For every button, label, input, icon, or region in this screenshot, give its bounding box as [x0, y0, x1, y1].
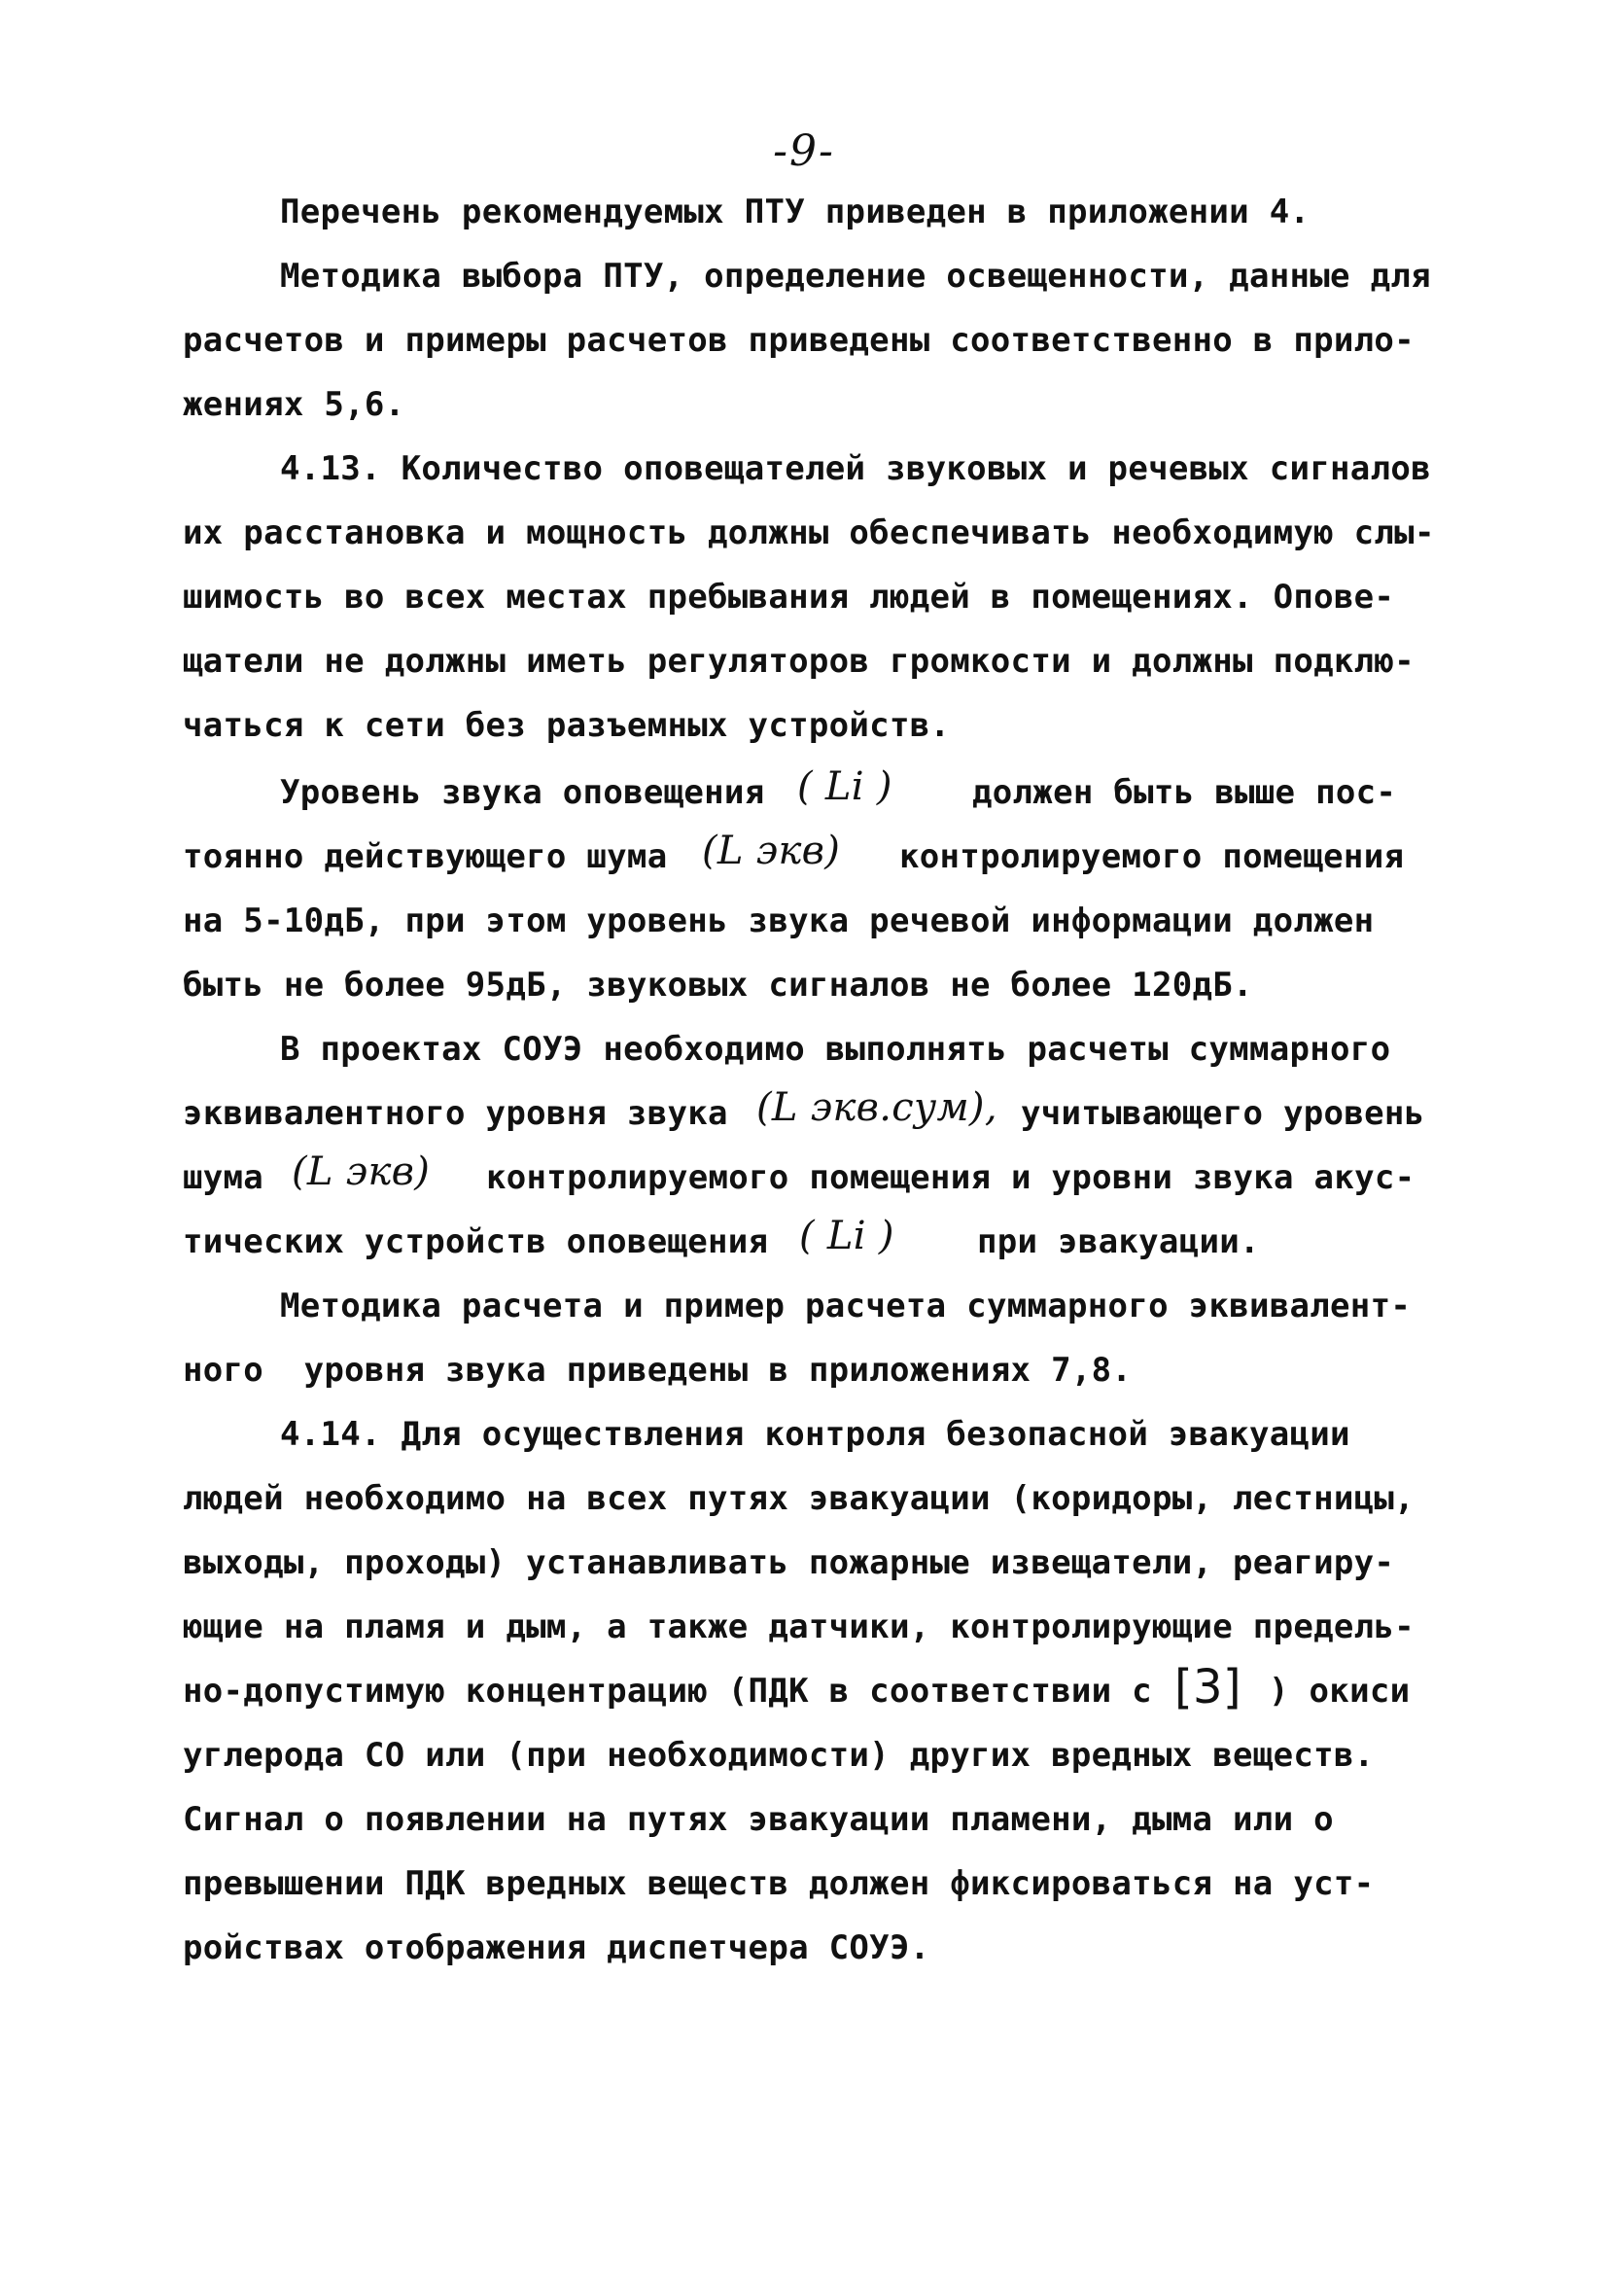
text-line: щатели не должны иметь регуляторов громкости и должны подклю-: [183, 642, 1415, 681]
text-line: учитывающего уровень: [1021, 1094, 1425, 1133]
text-line: шума: [183, 1158, 264, 1197]
text-line: ройствах отображения диспетчера СОУЭ.: [183, 1928, 930, 1967]
formula-lekv: (L экв): [292, 1149, 431, 1194]
text-line: расчетов и примеры расчетов приведены соответственно в прило-: [183, 321, 1415, 360]
text-line: чаться к сети без разъемных устройств.: [183, 706, 951, 745]
text-line: людей необходимо на всех путях эвакуации (коридоры, лестницы,: [183, 1479, 1415, 1518]
page-number: -9-: [773, 126, 835, 176]
text-line: шимость во всех местах пребывания людей в помещениях. Опове-: [183, 578, 1395, 617]
text-line: эквивалентного уровня звука: [183, 1094, 728, 1133]
formula-lekv: (L экв): [702, 829, 841, 873]
text-line: жениях 5,6.: [183, 385, 405, 424]
formula-li: ( Li ): [799, 1214, 894, 1258]
text-line: тических устройств оповещения: [183, 1222, 769, 1261]
text-line: быть не более 95дБ, звуковых сигналов не более 120дБ.: [183, 966, 1253, 1005]
text-line: должен быть выше пос-: [972, 773, 1397, 812]
text-line: превышении ПДК вредных веществ должен фиксироваться на уст-: [183, 1864, 1375, 1903]
formula-lekv-sum: (L экв.сум),: [756, 1085, 997, 1130]
text-line: Уровень звука оповещения: [280, 773, 765, 812]
text-line: на 5-10дБ, при этом уровень звука речевой информации должен: [183, 901, 1375, 940]
text-line: Методика расчета и пример расчета суммарного эквивалент-: [280, 1287, 1412, 1325]
text-line: ) окиси: [1269, 1672, 1411, 1711]
text-line: их расстановка и мощность должны обеспечивать необходимую слы-: [183, 513, 1435, 552]
text-line: ющие на пламя и дым, а также датчики, контролирующие предель-: [183, 1607, 1415, 1646]
text-line: Методика выбора ПТУ, определение освещенности, данные для: [280, 257, 1431, 296]
text-line: выходы, проходы) устанавливать пожарные извещатели, реагиру-: [183, 1543, 1395, 1582]
formula-li: ( Li ): [797, 764, 892, 809]
text-line: ного уровня звука приведены в приложениях 7,8.: [183, 1351, 1133, 1390]
reference-bracket: [3]: [1174, 1660, 1241, 1714]
text-line: В проектах СОУЭ необходимо выполнять расчеты суммарного: [280, 1030, 1391, 1069]
text-line: Перечень рекомендуемых ПТУ приведен в приложении 4.: [280, 193, 1311, 231]
text-line: Сигнал о появлении на путях эвакуации пламени, дыма или о: [183, 1800, 1334, 1839]
text-line: но-допустимую концентрацию (ПДК в соответствии с: [183, 1672, 1152, 1711]
text-line: углерода СО или (при необходимости) других вредных веществ.: [183, 1736, 1375, 1775]
text-line: тоянно действующего шума: [183, 837, 668, 876]
text-line: при эвакуации.: [977, 1222, 1260, 1261]
text-line: контролируемого помещения и уровни звука акус-: [486, 1158, 1416, 1197]
text-line: 4.13. Количество оповещателей звуковых и речевых сигналов: [280, 449, 1431, 488]
text-line: 4.14. Для осуществления контроля безопасной эвакуации: [280, 1415, 1350, 1454]
text-line: контролируемого помещения: [899, 837, 1405, 876]
